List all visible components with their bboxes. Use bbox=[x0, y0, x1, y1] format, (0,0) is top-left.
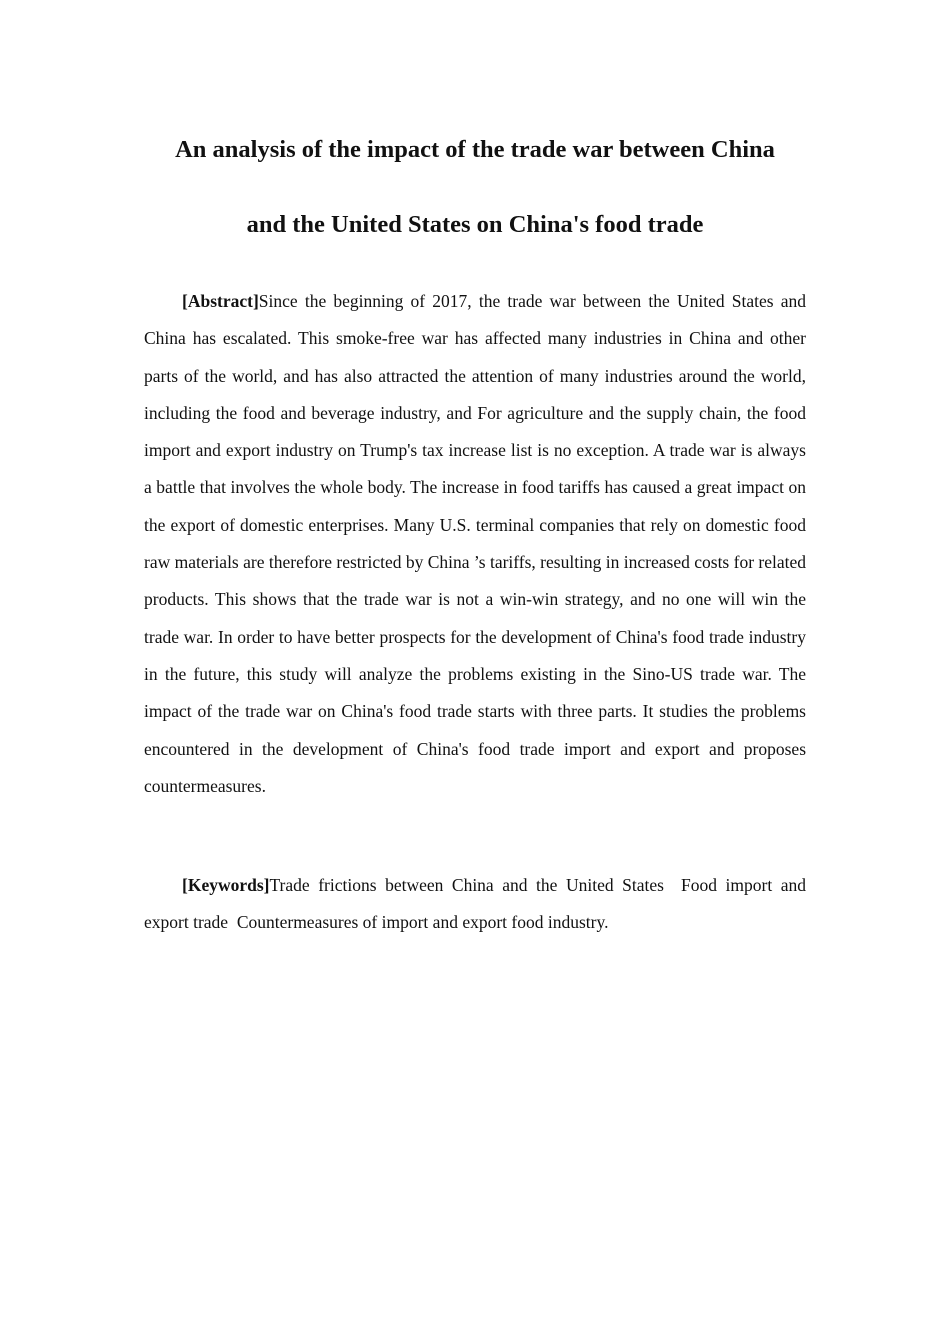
keyword-item: Trade frictions between China and the United States bbox=[269, 875, 664, 895]
abstract-label: [Abstract] bbox=[182, 291, 259, 311]
abstract-text: Since the beginning of 2017, the trade war between the United States and China has escalated. This smoke-free war has affected many industries in China and other parts of the world, and has also attracted the attention of many industries around the world, including the food and beverage industry, and For agriculture and the supply chain, the food import and export industry on Trump's tax increase list is no exception. A trade war is always a battle that involves the whole body. The increase in food tariffs has caused a great impact on the export of domestic enterprises. Many U.S. terminal companies that rely on domestic food raw materials are therefore restricted by China ’s tariffs, resulting in increased costs for related products. This shows that the trade war is not a win-win strategy, and no one will win the trade war. In order to have better prospects for the development of China's food trade industry in the future, this study will analyze the problems existing in the Sino-US trade war. The impact of the trade war on China's food trade starts with three parts. It studies the problems encountered in the development of China's food trade import and export and proposes countermeasures. bbox=[144, 291, 806, 796]
paper-title-line-1: An analysis of the impact of the trade war between China bbox=[175, 136, 775, 163]
keyword-item: Food import and export trade bbox=[144, 875, 807, 933]
abstract-paragraph bbox=[144, 283, 806, 805]
keywords-paragraph bbox=[144, 867, 806, 942]
keyword-item: Countermeasures of import and export food industry. bbox=[236, 912, 609, 933]
paper-title-line-2: and the United States on China's food trade bbox=[246, 211, 704, 238]
keywords-label: [Keywords] bbox=[182, 875, 270, 895]
